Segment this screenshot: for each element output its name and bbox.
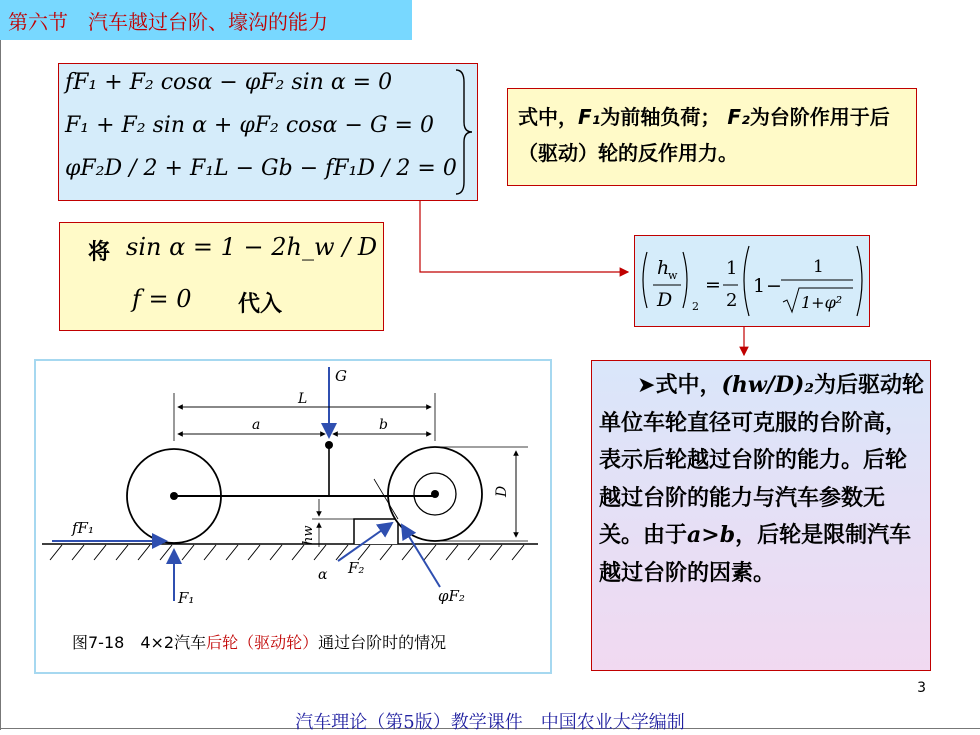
- substitution-label-2: 代入: [238, 292, 283, 317]
- slide-title: 第六节 汽车越过台阶、壕沟的能力: [8, 10, 328, 34]
- label-a: a: [252, 417, 261, 433]
- formula-half-num: 1: [726, 258, 738, 279]
- expl-part3: ，后轮是限制汽车越过台阶的因素。: [599, 523, 912, 586]
- figure-7-18: [34, 359, 552, 674]
- page-number: 3: [917, 680, 926, 696]
- formula-hw-sub: w: [668, 269, 678, 282]
- formula-frac-num: 1: [813, 257, 824, 277]
- result-formula-box: [634, 235, 870, 327]
- note-f2: F₂: [727, 105, 750, 129]
- substitution-label-1: 将: [88, 240, 111, 265]
- formula-half-den: 2: [726, 290, 738, 311]
- step-climbing-diagram: [36, 361, 550, 672]
- formula-equals: =: [705, 274, 721, 296]
- formula-D: D: [657, 289, 673, 311]
- label-F2: F₂: [348, 559, 365, 577]
- label-phiF2: φF₂: [438, 587, 465, 605]
- note-part1: 式中，: [518, 105, 578, 129]
- expl-part1: 式中，: [655, 373, 722, 398]
- substitution-expr-1: sin α = 1 − 2h_w / D: [126, 233, 378, 261]
- expl-symbol: (hw/D)₂: [721, 372, 814, 398]
- label-L: L: [298, 391, 308, 407]
- caption-prefix: 图7-18 4×2汽车: [72, 633, 207, 652]
- note-part2: 为前轴负荷；: [600, 105, 721, 129]
- result-formula: [635, 236, 869, 326]
- label-F1: F₁: [178, 589, 195, 607]
- formula-minus: −: [766, 275, 782, 297]
- label-D: D: [494, 485, 510, 497]
- label-hw: hw: [301, 525, 316, 545]
- formula-sqrt-body: 1+φ²: [801, 293, 843, 312]
- expl-part2: 为后驱动轮单位车轮直径可克服的台阶高，表示后轮越过台阶的能力。后轮越过台阶的能力与汽车参数无关。由于: [599, 373, 924, 548]
- label-alpha: α: [318, 567, 328, 583]
- label-b: b: [379, 417, 388, 433]
- note-part3: 为台阶作用于后（驱动）轮的反作用力。: [518, 105, 890, 165]
- footer-text: 汽车理论（第5版）教学课件 中国农业大学编制: [295, 712, 685, 733]
- note-f1: F₁: [578, 105, 601, 129]
- figure-caption: [72, 630, 446, 653]
- substitution-expr-2: f = 0: [132, 285, 192, 313]
- label-G: G: [335, 367, 347, 385]
- explanation-box: [591, 360, 931, 671]
- caption-suffix: 通过台阶时的情况: [318, 633, 447, 652]
- expl-cond: a>b: [687, 522, 736, 548]
- explanation-text: [599, 367, 925, 592]
- equation-3: φF₂D / 2 + F₁L − Gb − fF₁D / 2 = 0: [65, 156, 457, 181]
- formula-sub-2: 2: [692, 300, 699, 313]
- equation-2: F₁ + F₂ sin α + φF₂ cosα − G = 0: [65, 113, 434, 138]
- label-fF1: fF₁: [72, 519, 94, 537]
- bullet-arrow: ➤: [637, 373, 656, 398]
- formula-one: 1: [753, 275, 766, 297]
- caption-highlight: 后轮（驱动轮）: [206, 633, 319, 652]
- equation-1: fF₁ + F₂ cosα − φF₂ sin α = 0: [65, 70, 393, 95]
- ground-hatching: [50, 545, 524, 560]
- formula-hw: h: [657, 257, 670, 279]
